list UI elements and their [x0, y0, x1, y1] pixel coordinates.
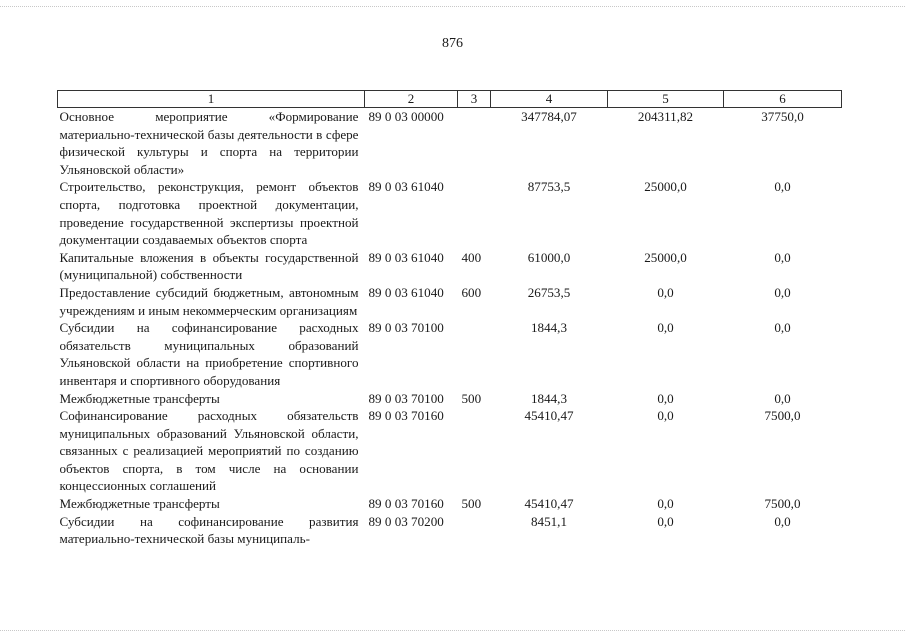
table-row — [58, 284, 842, 319]
header-col-4: 4 — [491, 91, 608, 108]
table-row — [58, 390, 842, 408]
row-name: Капитальные вложения в объекты государственной (муниципальной) собственности — [59, 249, 359, 283]
table-body — [58, 108, 842, 548]
row-vr-code: 400 — [461, 249, 482, 265]
row-csr-code: 89 0 03 70160 — [368, 408, 444, 424]
row-vr-code: 500 — [461, 390, 482, 406]
row-csr-code: 89 0 03 70200 — [368, 513, 444, 529]
row-value-6: 0,0 — [774, 390, 791, 406]
row-vr-code — [458, 513, 491, 548]
row-name: Софинансирование расходных обязательств муниципальных образований Ульяновской области, связанных с реализацией мероприятий по созданию объектов спорта, в том числе на основании концессионных соглашений — [59, 408, 359, 494]
row-value-5: 25000,0 — [644, 179, 687, 195]
table-row — [58, 249, 842, 284]
table-header — [58, 91, 842, 108]
row-value-4: 1844,3 — [530, 320, 567, 336]
row-value-6: 0,0 — [774, 284, 791, 300]
row-csr-code: 89 0 03 61040 — [368, 249, 444, 265]
header-col-2: 2 — [365, 91, 458, 108]
budget-table — [57, 90, 842, 548]
row-value-6: 0,0 — [774, 179, 791, 195]
row-value-5: 25000,0 — [644, 249, 687, 265]
table-row — [58, 407, 842, 495]
row-value-6: 7500,0 — [764, 496, 801, 512]
page-number: 876 — [442, 36, 463, 51]
row-value-4: 8451,1 — [530, 513, 567, 529]
row-name: Субсидии на софинансирование расходных обязательств муниципальных образований Ульяновской области на приобретение спортивного инвентаря и спортивного оборудования — [59, 320, 359, 388]
row-value-4: 45410,47 — [524, 496, 574, 512]
row-value-6: 7500,0 — [764, 408, 801, 424]
row-value-4: 87753,5 — [527, 179, 571, 195]
table-row — [58, 513, 842, 548]
row-value-6: 0,0 — [774, 513, 791, 529]
row-csr-code: 89 0 03 70100 — [368, 320, 444, 336]
row-value-6: 0,0 — [774, 320, 791, 336]
row-value-5: 0,0 — [657, 390, 674, 406]
row-value-5: 0,0 — [657, 496, 674, 512]
row-csr-code: 89 0 03 61040 — [368, 284, 444, 300]
row-value-5: 0,0 — [657, 320, 674, 336]
row-csr-code: 89 0 03 70160 — [368, 496, 444, 512]
row-name: Основное мероприятие «Формирование материально-технической базы деятельности в сфере физической культуры и спорта на территории Ульяновской области» — [59, 109, 359, 177]
row-vr-code — [458, 319, 491, 389]
row-csr-code: 89 0 03 70100 — [368, 390, 444, 406]
row-name: Межбюджетные трансферты — [59, 496, 220, 512]
table-row — [58, 495, 842, 513]
header-col-5: 5 — [608, 91, 724, 108]
row-value-5: 0,0 — [657, 408, 674, 424]
row-value-5: 204311,82 — [637, 109, 694, 124]
row-value-5: 0,0 — [657, 284, 674, 300]
row-name: Предоставление субсидий бюджетным, автономным учреждениям и иным некоммерческим организациям — [59, 284, 359, 318]
row-value-4: 1844,3 — [530, 390, 567, 406]
row-value-6: 0,0 — [774, 249, 791, 265]
scan-top-edge — [0, 6, 905, 8]
table-row — [58, 319, 842, 389]
row-vr-code — [458, 178, 491, 248]
table-row — [58, 108, 842, 179]
row-value-4: 26753,5 — [527, 284, 571, 300]
row-vr-code — [458, 407, 491, 495]
row-csr-code: 89 0 03 00000 — [368, 109, 444, 124]
row-value-6: 37750,0 — [761, 109, 804, 124]
row-value-4: 347784,07 — [521, 109, 577, 124]
table-row — [58, 178, 842, 248]
scan-bottom-edge — [0, 630, 905, 632]
row-name: Строительство, реконструкция, ремонт объектов спорта, подготовка проектной документации, проведение государственной экспертизы проектной документации создаваемых объектов спорта — [59, 179, 359, 248]
header-row — [58, 91, 842, 108]
row-csr-code: 89 0 03 61040 — [368, 179, 444, 195]
row-name: Субсидии на софинансирование развития материально-технической базы муниципаль- — [59, 513, 359, 547]
header-col-1: 1 — [58, 91, 365, 108]
row-value-5: 0,0 — [657, 513, 674, 529]
header-col-6: 6 — [724, 91, 842, 108]
row-value-4: 61000,0 — [527, 249, 571, 265]
header-col-3: 3 — [458, 91, 491, 108]
row-vr-code — [458, 108, 491, 179]
row-vr-code: 600 — [461, 284, 482, 300]
row-name: Межбюджетные трансферты — [59, 390, 220, 406]
row-value-4: 45410,47 — [524, 408, 574, 424]
row-vr-code: 500 — [461, 496, 482, 512]
